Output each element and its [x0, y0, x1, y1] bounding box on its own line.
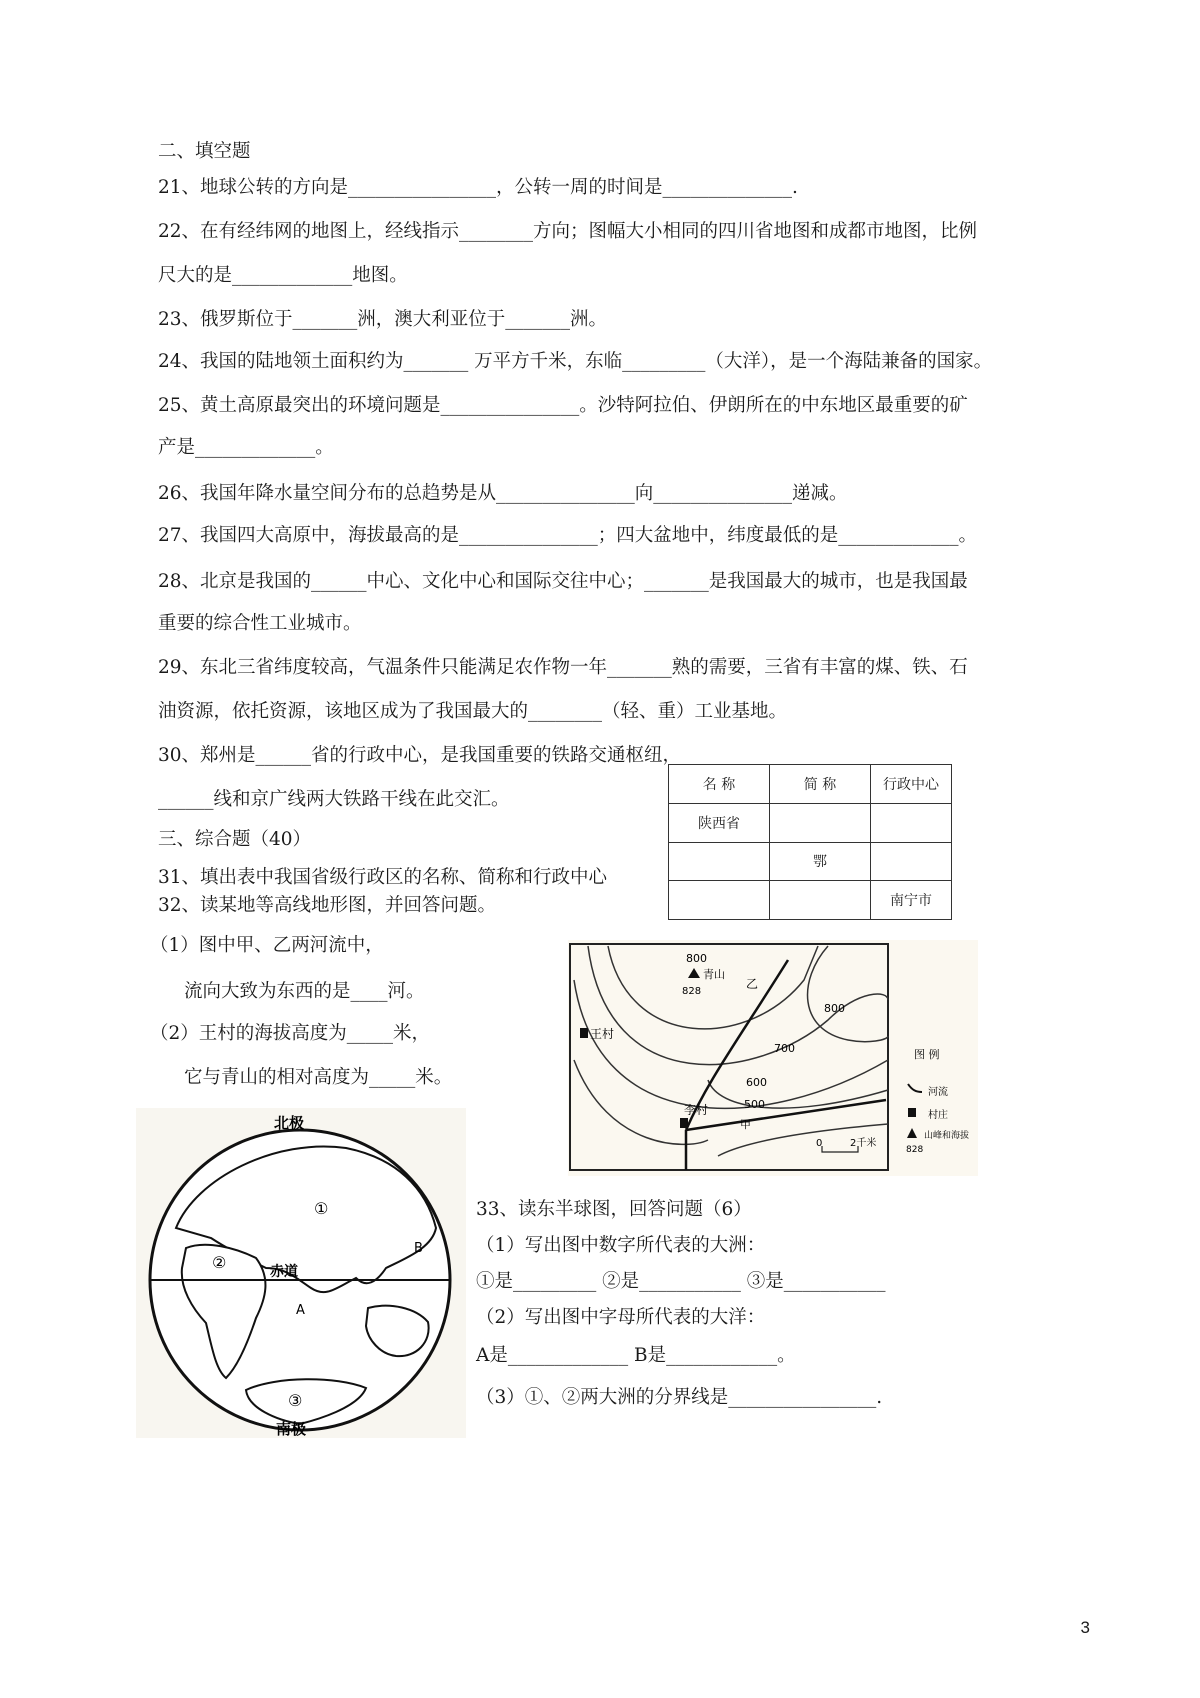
scale-label: 2千米	[850, 1138, 877, 1149]
river-yi-label: 乙	[746, 977, 759, 991]
question-30-line2: ______线和京广线两大铁路干线在此交汇。	[158, 789, 510, 810]
table-cell	[770, 881, 871, 920]
continent-label-3: ③	[288, 1391, 303, 1410]
question-26: 26、我国年降水量空间分布的总趋势是从_______________向_______________递减。	[158, 483, 848, 504]
legend-title: 图 例	[914, 1048, 940, 1061]
north-pole-label: 北极	[274, 1114, 305, 1132]
question-28-line2: 重要的综合性工业城市。	[158, 613, 362, 634]
continent-label-2: ②	[212, 1253, 227, 1272]
legend-peak: 山峰和海拔	[924, 1131, 970, 1141]
village-li-label: 李村	[684, 1103, 709, 1117]
contour-label: 500	[744, 1098, 765, 1111]
contour-label: 700	[774, 1042, 795, 1055]
question-33: 33、读东半球图，回答问题（6）	[476, 1199, 752, 1220]
legend-peak-value: 828	[906, 1145, 924, 1155]
question-32-part2-line2: 它与青山的相对高度为_____米。	[184, 1067, 453, 1088]
question-22-line2: 尺大的是_____________地图。	[158, 265, 408, 286]
question-22-line1: 22、在有经纬网的地图上，经线指示________方向；图幅大小相同的四川省地图和成都市地图，比例	[158, 221, 978, 242]
scale-zero: 0	[816, 1138, 823, 1149]
province-table	[668, 764, 952, 920]
section-3-title: 三、综合题（40）	[158, 829, 312, 850]
question-33-part2-answers: A是_____________ B是____________。	[476, 1345, 796, 1366]
table-cell	[669, 881, 770, 920]
question-27: 27、我国四大高原中，海拔最高的是_______________；四大盆地中，纬度最低的是_____________。	[158, 525, 978, 546]
question-24: 24、我国的陆地领土面积约为_______ 万平方千米，东临_________（大洋），是一个海陆兼备的国家。	[158, 351, 993, 372]
question-29-line2: 油资源，依托资源，该地区成为了我国最大的________（轻、重）工业基地。	[158, 701, 788, 722]
question-32-part1-line2: 流向大致为东西的是____河。	[184, 981, 425, 1002]
ocean-label-a: A	[296, 1303, 305, 1318]
question-21: 21、地球公转的方向是________________，公转一周的时间是______________.	[158, 177, 798, 198]
river-jia-label: 甲	[740, 1118, 751, 1131]
question-25-line1: 25、黄土高原最突出的环境问题是_______________。沙特阿拉伯、伊朗所在的中东地区最重要的矿	[158, 395, 968, 416]
peak-name: 青山	[703, 968, 725, 981]
question-32-part2-line1: （2）王村的海拔高度为_____米，	[150, 1023, 431, 1044]
table-header-capital: 行政中心	[871, 765, 952, 804]
question-32: 32、读某地等高线地形图，并回答问题。	[158, 895, 497, 916]
contour-label: 800	[686, 952, 707, 965]
question-25-line2: 产是_____________。	[158, 437, 334, 458]
table-cell	[871, 803, 952, 842]
table-cell: 南宁市	[871, 881, 952, 920]
question-33-part3: （3）①、②两大洲的分界线是________________.	[476, 1387, 883, 1408]
table-cell	[871, 842, 952, 881]
table-cell	[770, 803, 871, 842]
ocean-label-b: B	[414, 1241, 423, 1256]
legend-river: 河流	[928, 1087, 948, 1098]
table-header-abbr: 简 称	[770, 765, 871, 804]
contour-map	[568, 940, 978, 1176]
village-icon	[680, 1118, 688, 1128]
page-number: 3	[1080, 1618, 1090, 1637]
table-cell: 陕西省	[669, 803, 770, 842]
question-23: 23、俄罗斯位于_______洲，澳大利亚位于_______洲。	[158, 309, 608, 330]
question-33-part2: （2）写出图中字母所代表的大洋：	[476, 1307, 766, 1328]
equator-label: 赤道	[270, 1264, 298, 1280]
question-33-part1: （1）写出图中数字所代表的大洲：	[476, 1235, 766, 1256]
south-pole-label: 南极	[276, 1420, 307, 1438]
village-wang-label: 王村	[590, 1027, 615, 1041]
contour-label: 600	[746, 1076, 767, 1089]
question-32-part1-line1: （1）图中甲、乙两河流中，	[150, 935, 384, 956]
table-header-name: 名 称	[669, 765, 770, 804]
peak-elevation: 828	[682, 986, 702, 997]
village-icon	[580, 1028, 588, 1038]
question-30-line1: 30、郑州是______省的行政中心，是我国重要的铁路交通枢纽，	[158, 745, 682, 766]
continent-label-1: ①	[314, 1199, 329, 1218]
table-cell: 鄂	[770, 842, 871, 881]
question-33-part1-answers: ①是_________ ②是___________ ③是___________	[476, 1271, 886, 1292]
question-31: 31、填出表中我国省级行政区的名称、简称和行政中心	[158, 867, 608, 888]
legend-village: 村庄	[928, 1110, 948, 1121]
contour-label: 800	[824, 1002, 845, 1015]
eastern-hemisphere-map	[136, 1108, 466, 1438]
question-29-line1: 29、东北三省纬度较高，气温条件只能满足农作物一年_______熟的需要，三省有丰富的煤、铁、石	[158, 657, 968, 678]
section-2-title: 二、填空题	[158, 141, 251, 162]
question-28-line1: 28、北京是我国的______中心、文化中心和国际交往中心；_______是我国最大的城市，也是我国最	[158, 571, 968, 592]
legend-village-icon	[908, 1108, 916, 1117]
table-cell	[669, 842, 770, 881]
